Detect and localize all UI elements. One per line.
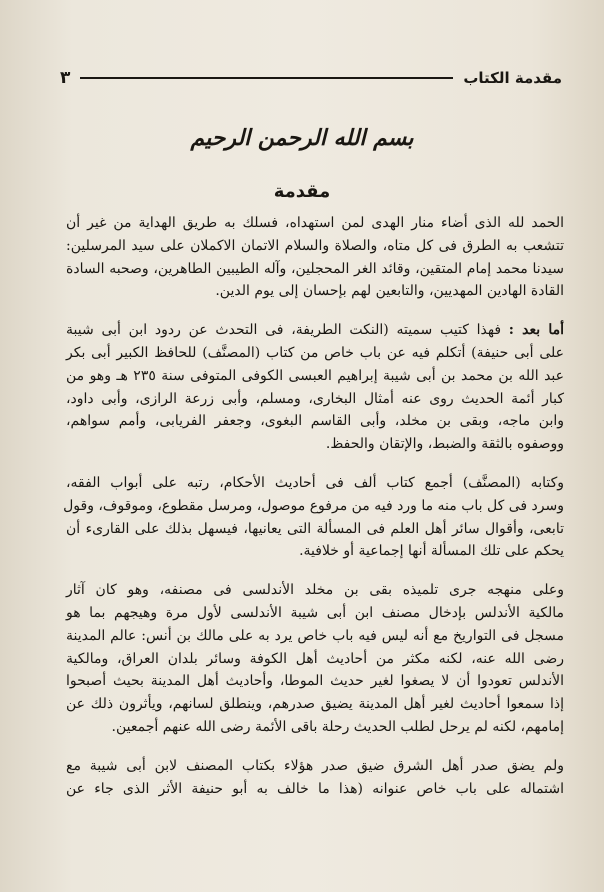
- text-line: مالكية الأندلس بإدخال مصنف ابن أبى شيبة الأندلسى لأول مرة وهيجهم بما هو: [66, 604, 564, 621]
- text-line: ووصفوه بالثقة والضبط، والإتقان والحفظ.: [325, 436, 564, 453]
- text-line-body: فهذا كتيب سميته (النكت الطريفة، فى التحدث عن ردود ابن أبى شيبة: [66, 322, 502, 339]
- text-line: تتشعب به الطرق فى كل متاه، والصلاة والسلام الاتمان الاكملان على سيد المرسلين:: [66, 237, 564, 254]
- text-line: وعلى منهجه جرى تلميذه بقى بن مخلد الأندلسى فى مصنفه، وهو كان آثار: [66, 582, 564, 599]
- paragraph: [66, 579, 564, 739]
- paragraph: [66, 319, 564, 456]
- paragraph: [66, 212, 564, 303]
- text-line: الحمد لله الذى أضاء منار الهدى لمن استهداه، فسلك به طريق الهداية من غير أن: [66, 215, 564, 231]
- text-line: تابعى، وأقوال سائر أهل العلم فى المسألة التى يعانيها، فيسهل بذلك على القارىء أن: [66, 520, 564, 537]
- text-line: إذا سمعوا أحاديث لغير أهل المدينة يضيق صدرهم، وينطلق لسانهم، ويأثرون ذلك عن: [66, 696, 564, 713]
- text-line: اشتماله على باب خاص عنوانه (هذا ما خالف به أبو حنيفة الأثر الذى جاء عن: [66, 780, 564, 797]
- text-line: يحكم على تلك المسألة أنها إجماعية أو خلافية.: [299, 543, 564, 560]
- text-line: كبار أئمة الحديث روى عنه أمثال البخارى، ومسلم، وأبى زرعة الرازى، وأبى داود،: [66, 390, 564, 407]
- text-line: عبد الله بن محمد بن أبى شيبة إبراهيم العبسى الكوفى المتوفى سنة ٢٣٥ هـ وهو من: [66, 367, 564, 384]
- text-line: القادة الهادين المهديين، والتابعين لهم بإحسان إلى يوم الدين.: [215, 283, 564, 300]
- body-text: [63, 212, 564, 816]
- header-title: مقدمة الكتاب: [463, 69, 562, 87]
- text-line: إمامهم، لكنه لم يرحل لطلب الحديث رحلة باقى الأئمة رضى الله عنهم أجمعين.: [111, 718, 564, 735]
- text-line: مسجل فى التواريخ مع أنه ليس فيه باب خاص يرد به على مالك بن أنس: عالم المدينة: [66, 627, 564, 644]
- paragraph-lead: أما بعد :: [508, 322, 564, 339]
- text-line: رضى الله عنه، لكنه مكثر من أحاديث أهل الكوفة وسائر بلدان العراق، ومالكية: [66, 650, 564, 667]
- text-line: ولم يضق صدر أهل الشرق ضيق صدر هؤلاء بكتاب المصنف لابن أبى شيبة مع: [66, 757, 564, 774]
- header-rule: [80, 77, 453, 79]
- paragraph: [66, 755, 564, 801]
- section-title: مقدمة: [273, 181, 331, 202]
- paragraph: [63, 472, 564, 563]
- text-line: على أبى حنيفة) أتكلم فيه عن باب خاص من كتاب (المصنَّف) للحافظ الكبير أبى بكر: [66, 344, 564, 361]
- text-line: وكتابه (المصنَّف) أجمع كتاب ألف فى أحاديث الأحكام، رتبه على أبواب الفقه،: [66, 474, 564, 491]
- text-line: [66, 319, 564, 342]
- text-line: سيدنا محمد إمام المتقين، وقائد الغر المحجلين، وآله الطيبين الطاهرين، وصحبه السادة: [66, 260, 564, 277]
- text-line: وسرد فى كل باب منه ما ورد فيه من مرفوع موصول، ومرسل مقطوع، وموقوف، وقول: [63, 497, 564, 514]
- basmala-calligraphy: بسم الله الرحمن الرحيم: [190, 126, 414, 151]
- running-header: [60, 64, 562, 92]
- page-number: ٣: [60, 68, 71, 88]
- text-line: الأندلس تعودوا أن لا يصغوا لغير حديث الموطا، وأحاديث أهل المدينة بحيث أصبحوا: [66, 673, 564, 690]
- text-line: وابن ماجه، وبقى بن مخلد، وأبى القاسم البغوى، وجعفر الفريابى، وأمم سواهم،: [66, 413, 564, 430]
